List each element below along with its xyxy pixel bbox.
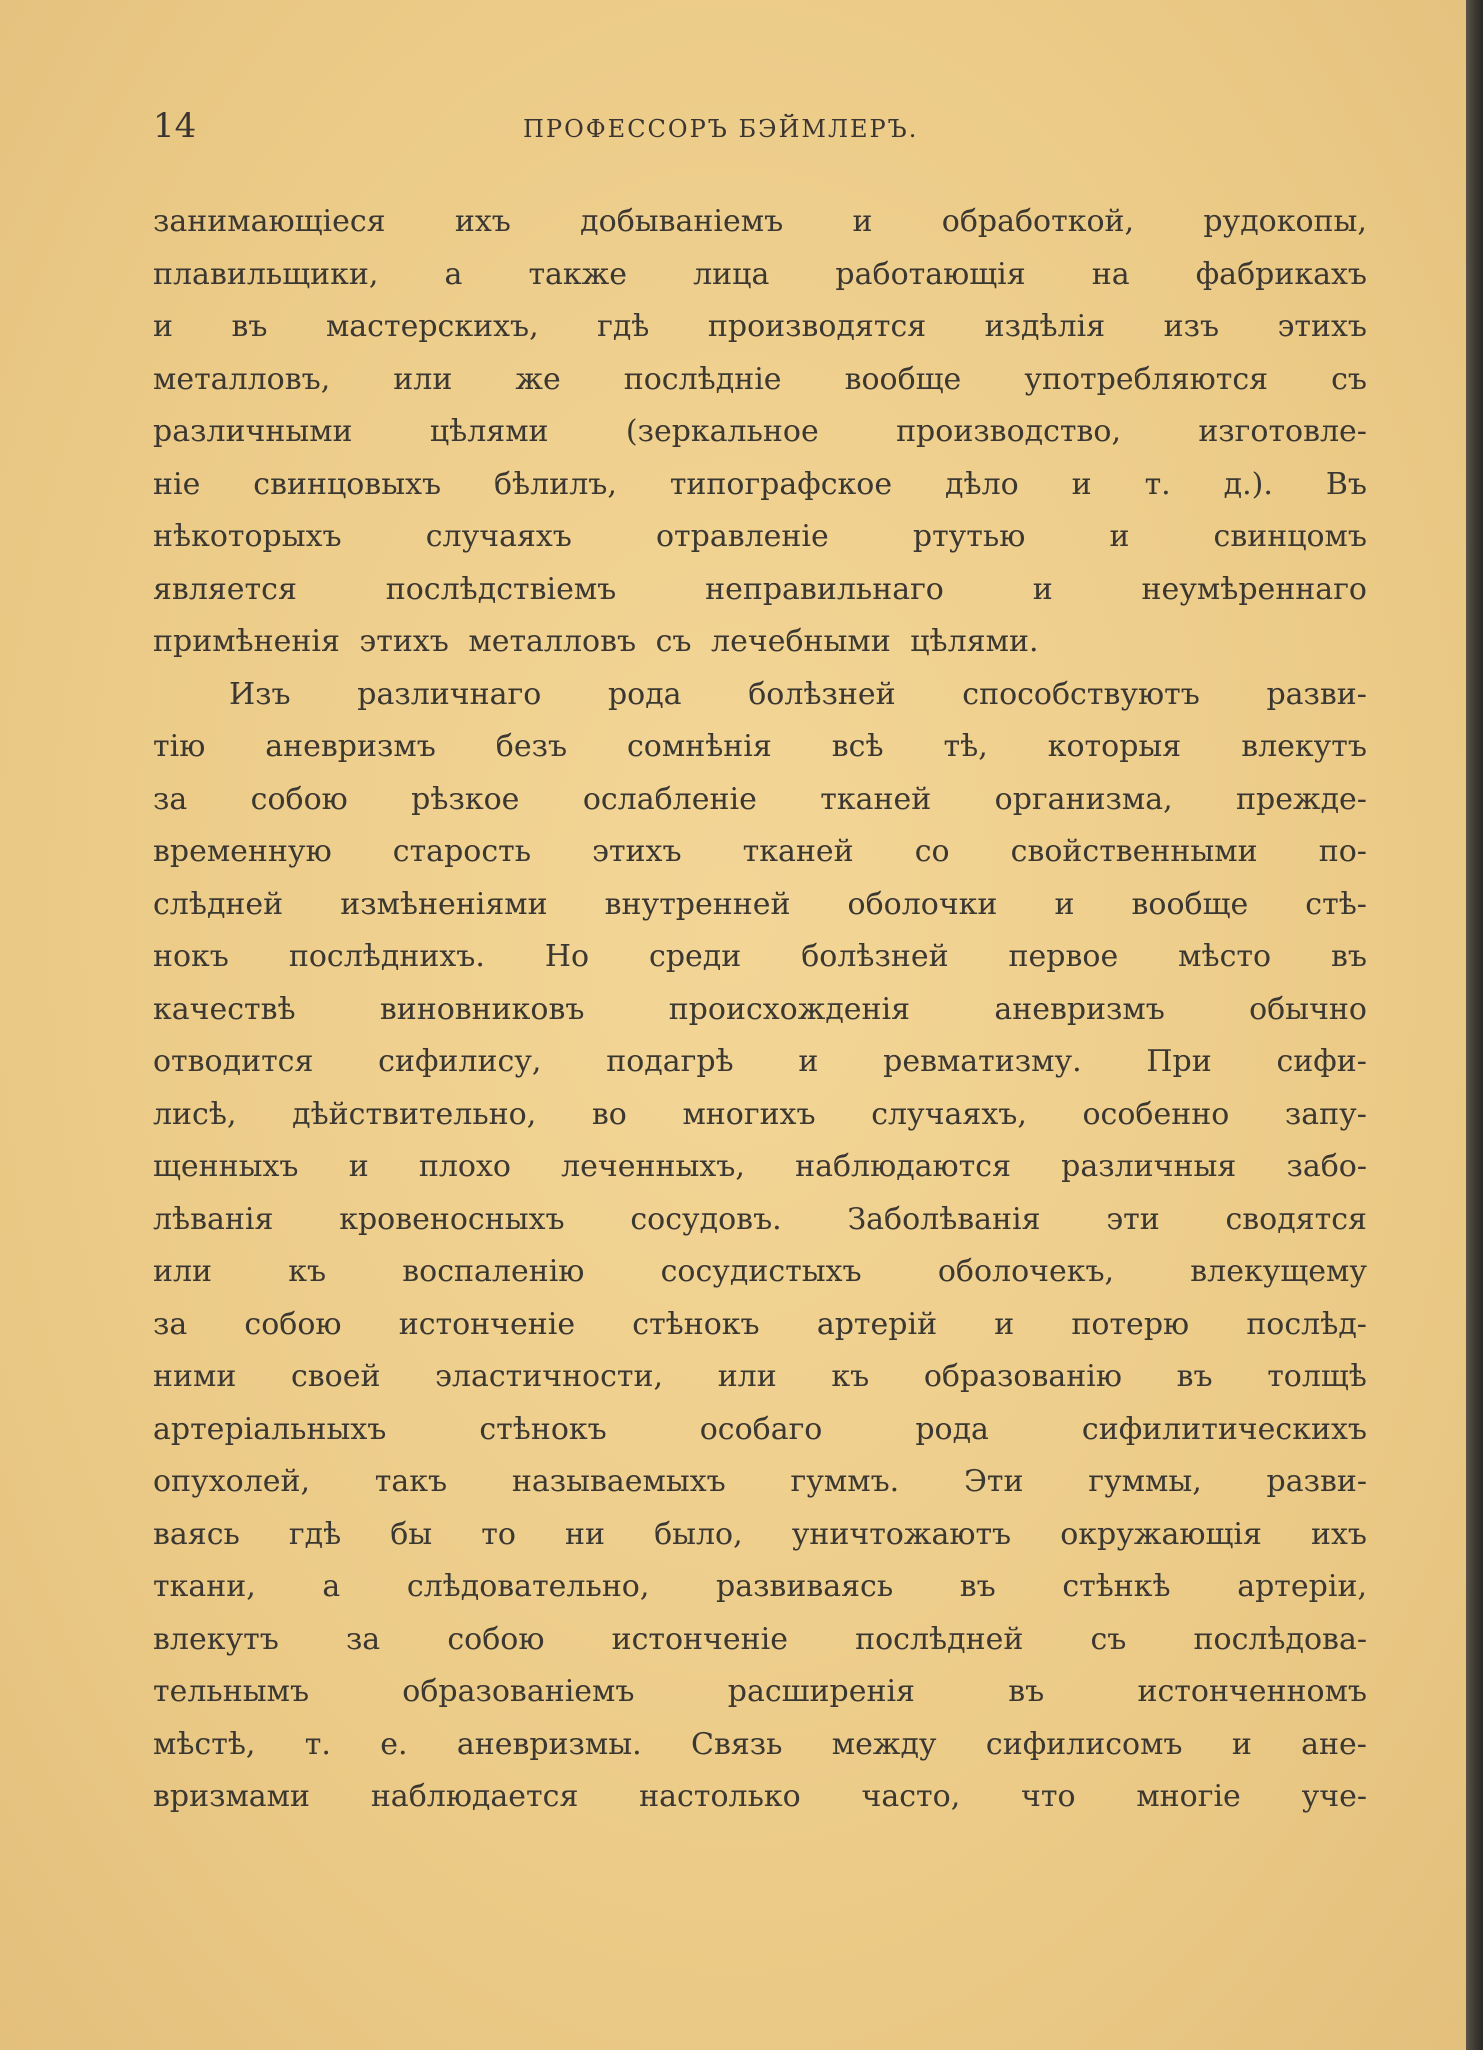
text-line: мѣстѣ, т. е. аневризмы. Связь между сифилисомъ и ане- [153,1726,1367,1762]
text-line: качествѣ виновниковъ происхожденія аневризмъ обычно [153,991,1367,1027]
text-line: ткани, а слѣдовательно, развиваясь въ стѣнкѣ артеріи, [153,1569,1367,1604]
text-line: или къ воспаленію сосудистыхъ оболочекъ, влекущему [153,1254,1367,1289]
text-line: опухолей, такъ называемыхъ гуммъ. Эти гуммы, разви- [153,1464,1367,1499]
text-line: щенныхъ и плохо леченныхъ, наблюдаются различныя забо- [153,1149,1367,1184]
text-line: временную старость этихъ тканей со свойственными по- [153,834,1367,869]
body-text [153,196,1367,1824]
text-line: лисѣ, дѣйствительно, во многихъ случаяхъ, особенно запу- [153,1096,1367,1132]
text-line: металловъ, или же послѣдніе вообще употребляются съ [153,361,1367,397]
page-number: 14 [153,106,197,146]
text-line: лѣванія кровеносныхъ сосудовъ. Заболѣванія эти сводятся [153,1201,1367,1237]
running-title: ПРОФЕССОРЪ БЭЙМЛЕРЪ. [523,115,919,143]
text-line: влекутъ за собою истонченіе послѣдней съ послѣдова- [153,1621,1367,1657]
text-line: и въ мастерскихъ, гдѣ производятся издѣлія изъ этихъ [153,309,1367,344]
text-line: ваясь гдѣ бы то ни было, уничтожаютъ окружающія ихъ [153,1516,1367,1552]
text-line: занимающіеся ихъ добываніемъ и обработкой, рудокопы, [153,204,1367,239]
text-line: ніе свинцовыхъ бѣлилъ, типографское дѣло и т. д.). Въ [153,466,1367,502]
text-line: артеріальныхъ стѣнокъ особаго рода сифилитическихъ [153,1411,1367,1447]
text-line: за собою рѣзкое ослабленіе тканей организма, прежде- [153,781,1367,817]
text-line: различными цѣлями (зеркальное производство, изготовле- [153,414,1367,449]
text-line: слѣдней измѣненіями внутренней оболочки и вообще стѣ- [153,886,1367,922]
running-head [153,96,1383,156]
text-line: нокъ послѣднихъ. Но среди болѣзней первое мѣсто въ [153,939,1367,974]
text-line: вризмами наблюдается настолько часто, что многіе уче- [153,1779,1367,1814]
text-line: за собою истонченіе стѣнокъ артерій и потерю послѣд- [153,1306,1367,1342]
text-line: Изъ различнаго рода болѣзней способствуютъ разви- [229,676,1367,712]
text-line: плавильщики, а также лица работающія на фабрикахъ [153,256,1367,292]
text-line: примѣненія этихъ металловъ съ лечебными цѣлями. [153,624,1039,659]
text-line: ними своей эластичности, или къ образованію въ толщѣ [153,1359,1367,1394]
text-line: тію аневризмъ безъ сомнѣнія всѣ тѣ, которыя влекутъ [153,729,1367,764]
text-line: является послѣдствіемъ неправильнаго и неумѣреннаго [153,571,1367,607]
text-line: отводится сифилису, подагрѣ и ревматизму. При сифи- [153,1044,1367,1079]
text-line: нѣкоторыхъ случаяхъ отравленіе ртутью и свинцомъ [153,519,1367,554]
page-edge-shadow [1466,0,1483,2050]
text-line: тельнымъ образованіемъ расширенія въ истонченномъ [153,1674,1367,1709]
